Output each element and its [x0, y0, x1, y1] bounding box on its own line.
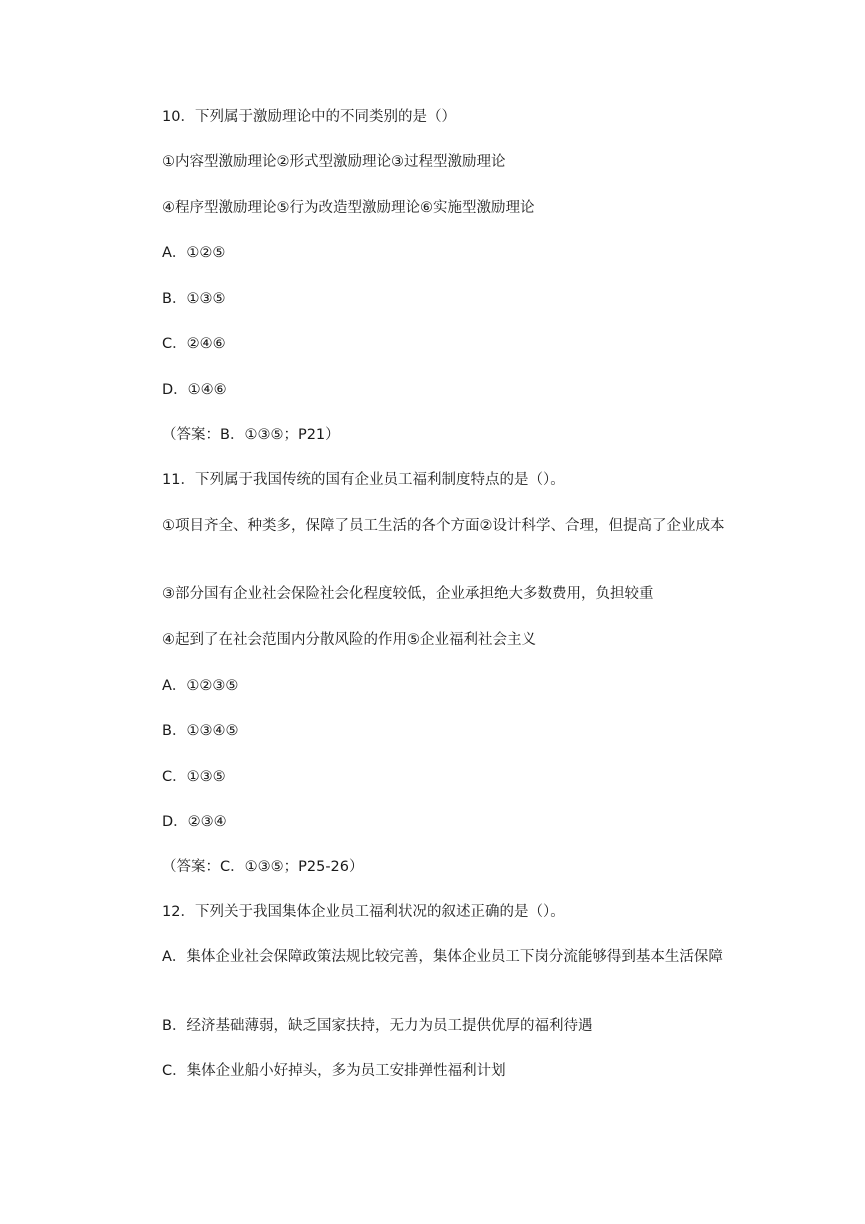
q11-option-a: A．①②③⑤	[162, 678, 239, 694]
q11-items-3: ④起到了在社会范围内分散风险的作用⑤企业福利社会主义	[162, 632, 536, 648]
q10-option-b: B．①③⑤	[162, 291, 226, 307]
q12-option-b: B．经济基础薄弱，缺乏国家扶持，无力为员工提供优厚的福利待遇	[162, 1018, 593, 1034]
q11-option-d: D．②③④	[162, 814, 227, 830]
q10-option-c: C．②④⑥	[162, 336, 226, 352]
q11-answer: （答案：C．①③⑤；P25‐26）	[162, 859, 364, 875]
q10-items-2: ④程序型激励理论⑤行为改造型激励理论⑥实施型激励理论	[162, 200, 535, 216]
q10-option-d: D．①④⑥	[162, 382, 227, 398]
q11-stem: 11．下列属于我国传统的国有企业员工福利制度特点的是（）。	[162, 472, 565, 488]
q12-option-a: A．集体企业社会保障政策法规比较完善，集体企业员工下岗分流能够得到基本生活保障	[162, 949, 723, 965]
q11-option-b: B．①③④⑤	[162, 723, 239, 739]
q10-items-1: ①内容型激励理论②形式型激励理论③过程型激励理论	[162, 154, 506, 170]
q10-answer: （答案：B．①③⑤；P21）	[162, 427, 340, 443]
q11-items-2: ③部分国有企业社会保险社会化程度较低，企业承担绝大多数费用，负担较重	[162, 586, 654, 602]
q11-items-1: ①项目齐全、种类多，保障了员工生活的各个方面②设计科学、合理，但提高了企业成本	[162, 518, 725, 534]
q12-stem: 12．下列关于我国集体企业员工福利状况的叙述正确的是（）。	[162, 904, 565, 920]
q12-option-c: C．集体企业船小好掉头，多为员工安排弹性福利计划	[162, 1063, 506, 1079]
q11-option-c: C．①③⑤	[162, 769, 226, 785]
q10-option-a: A．①②⑤	[162, 245, 226, 261]
q10-stem: 10．下列属于激励理论中的不同类别的是（）	[162, 109, 456, 125]
